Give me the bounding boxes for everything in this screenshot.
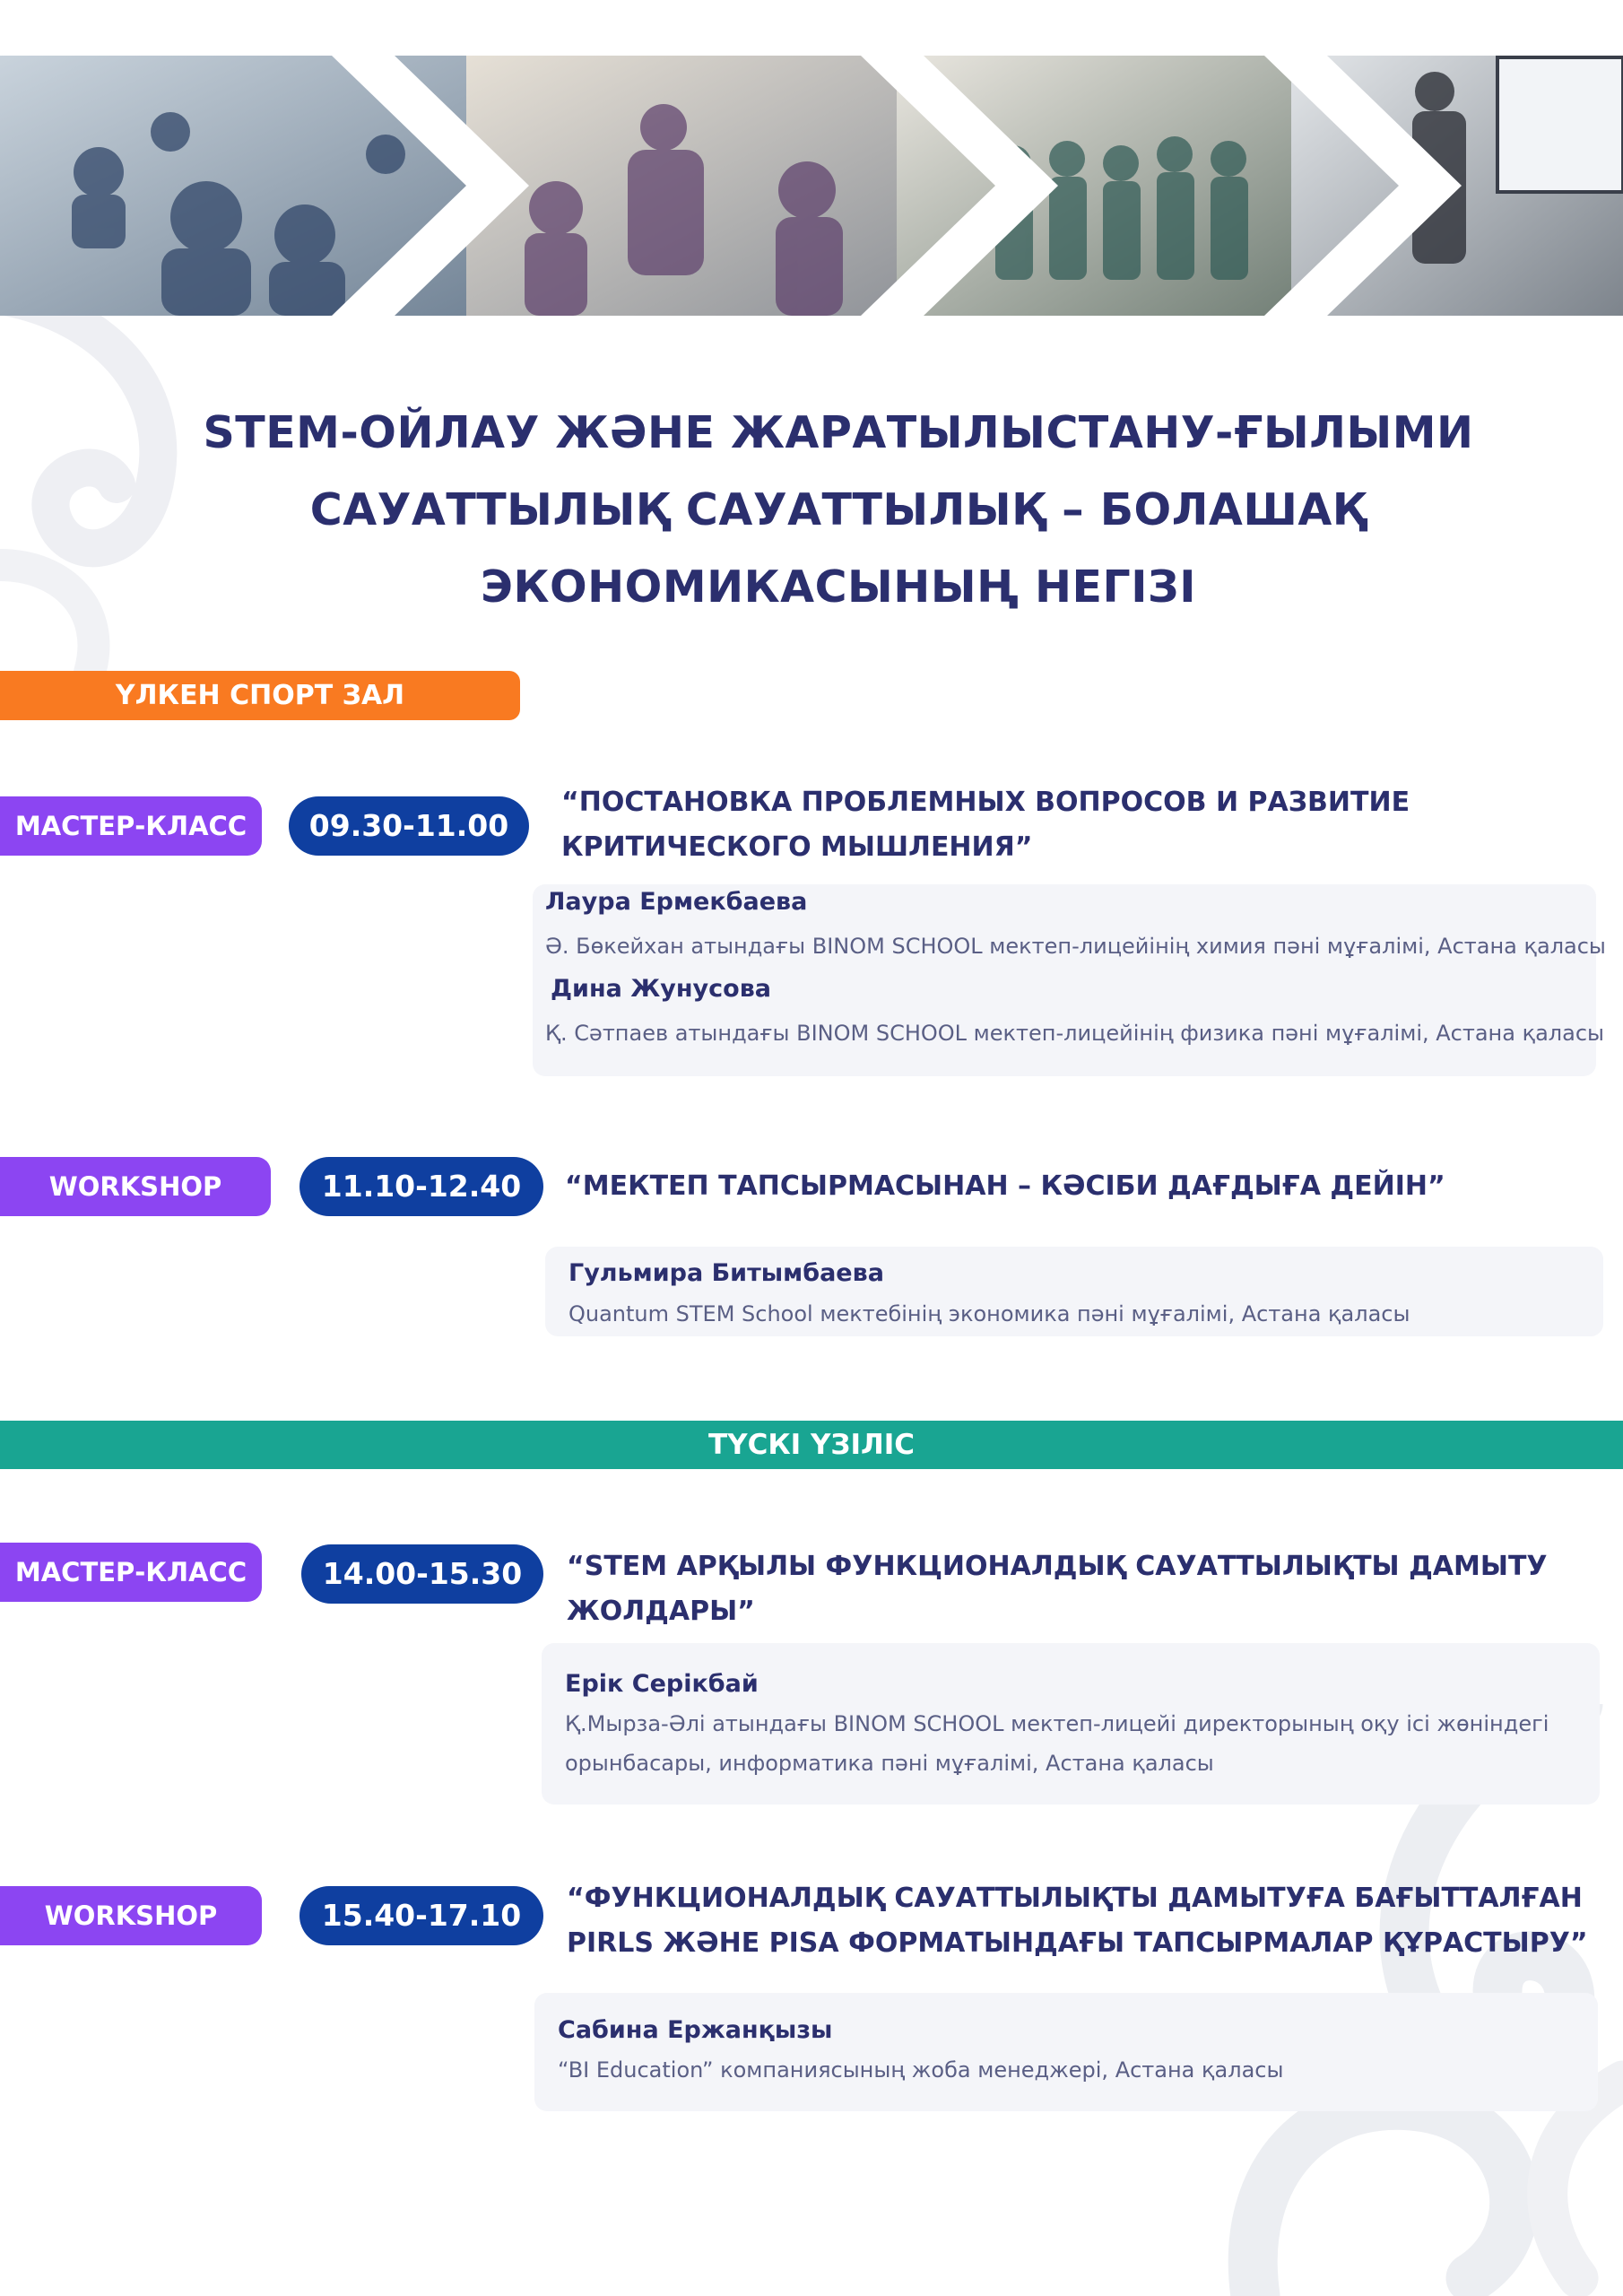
- session-title: [565, 1164, 1445, 1209]
- session-type-badge: МАСТЕР-КЛАСС: [0, 1543, 262, 1602]
- speaker-name: Гульмира Битымбаева: [568, 1259, 884, 1287]
- speaker-name: Сабина Ержанқызы: [558, 2016, 833, 2044]
- session-title-line: “STEM АРҚЫЛЫ ФУНКЦИОНАЛДЫҚ САУАТТЫЛЫҚТЫ ДАМЫТУ: [567, 1551, 1548, 1582]
- session-time-badge: 09.30-11.00: [289, 796, 529, 856]
- session-type-badge: WORKSHOP: [0, 1157, 271, 1216]
- venue-banner: ҮЛКЕН СПОРТ ЗАЛ: [0, 671, 520, 720]
- session-title-line: “ПОСТАНОВКА ПРОБЛЕМНЫХ ВОПРОСОВ И РАЗВИТИЕ: [561, 787, 1410, 818]
- header-photo-collage: [0, 56, 1623, 316]
- speaker-description: “BI Education” компаниясының жоба менеджері, Астана қаласы: [558, 2057, 1284, 2083]
- session-title-line: “ФУНКЦИОНАЛДЫҚ САУАТТЫЛЫҚТЫ ДАМЫТУҒА БАҒЫТТАЛҒАН: [567, 1883, 1583, 1914]
- lunch-break-banner: ТҮСКІ ҮЗІЛІС: [0, 1421, 1623, 1469]
- speaker-description: Quantum STEM School мектебінің экономика пәні мұғалімі, Астана қаласы: [568, 1301, 1410, 1326]
- session-time-badge: 14.00-15.30: [301, 1544, 543, 1604]
- speaker-name: Ерік Серікбай: [565, 1670, 759, 1698]
- session-title: [561, 780, 1410, 870]
- speaker-description: Қ. Сәтпаев атындағы BINOM SCHOOL мектеп-лицейінің физика пәні мұғалімі, Астана қаласы: [545, 1021, 1604, 1046]
- session-title: [567, 1876, 1588, 1966]
- session-title: [567, 1544, 1548, 1634]
- title-line-2: САУАТТЫЛЫҚ САУАТТЫЛЫҚ – БОЛАШАҚ: [309, 484, 1367, 535]
- speaker-description: Ә. Бөкейхан атындағы BINOM SCHOOL мектеп-лицейінің химия пәні мұғалімі, Астана қаласы: [545, 934, 1606, 959]
- title-line-1: STEM-ОЙЛАУ ЖӘНЕ ЖАРАТЫЛЫСТАНУ-ҒЫЛЫМИ: [203, 407, 1474, 458]
- speaker-name: Лаура Ермекбаева: [545, 888, 808, 916]
- session-type-badge: МАСТЕР-КЛАСС: [0, 796, 262, 856]
- session-time-badge: 15.40-17.10: [299, 1886, 543, 1945]
- speaker-description: орынбасары, информатика пәні мұғалімі, Астана қаласы: [565, 1751, 1214, 1776]
- session-title-line: КРИТИЧЕСКОГО МЫШЛЕНИЯ”: [561, 831, 1033, 863]
- session-title-line: “МЕКТЕП ТАПСЫРМАСЫНАН – КӘСІБИ ДАҒДЫҒА ДЕЙІН”: [565, 1170, 1445, 1202]
- speaker-name: Дина Жунусова: [551, 975, 772, 1003]
- title-line-3: ЭКОНОМИКАСЫНЫҢ НЕГІЗІ: [481, 561, 1196, 613]
- page-title: [135, 395, 1542, 626]
- session-type-badge: WORKSHOP: [0, 1886, 262, 1945]
- session-title-line: PIRLS ЖӘНЕ PISA ФОРМАТЫНДАҒЫ ТАПСЫРМАЛАР ҚҰРАСТЫРУ”: [567, 1927, 1588, 1959]
- session-title-line: ЖОЛДАРЫ”: [567, 1596, 755, 1627]
- speaker-description: Қ.Мырза-Әлі атындағы BINOM SCHOOL мектеп-лицейі директорының оқу ісі жөніндегі: [565, 1711, 1549, 1736]
- session-time-badge: 11.10-12.40: [299, 1157, 543, 1216]
